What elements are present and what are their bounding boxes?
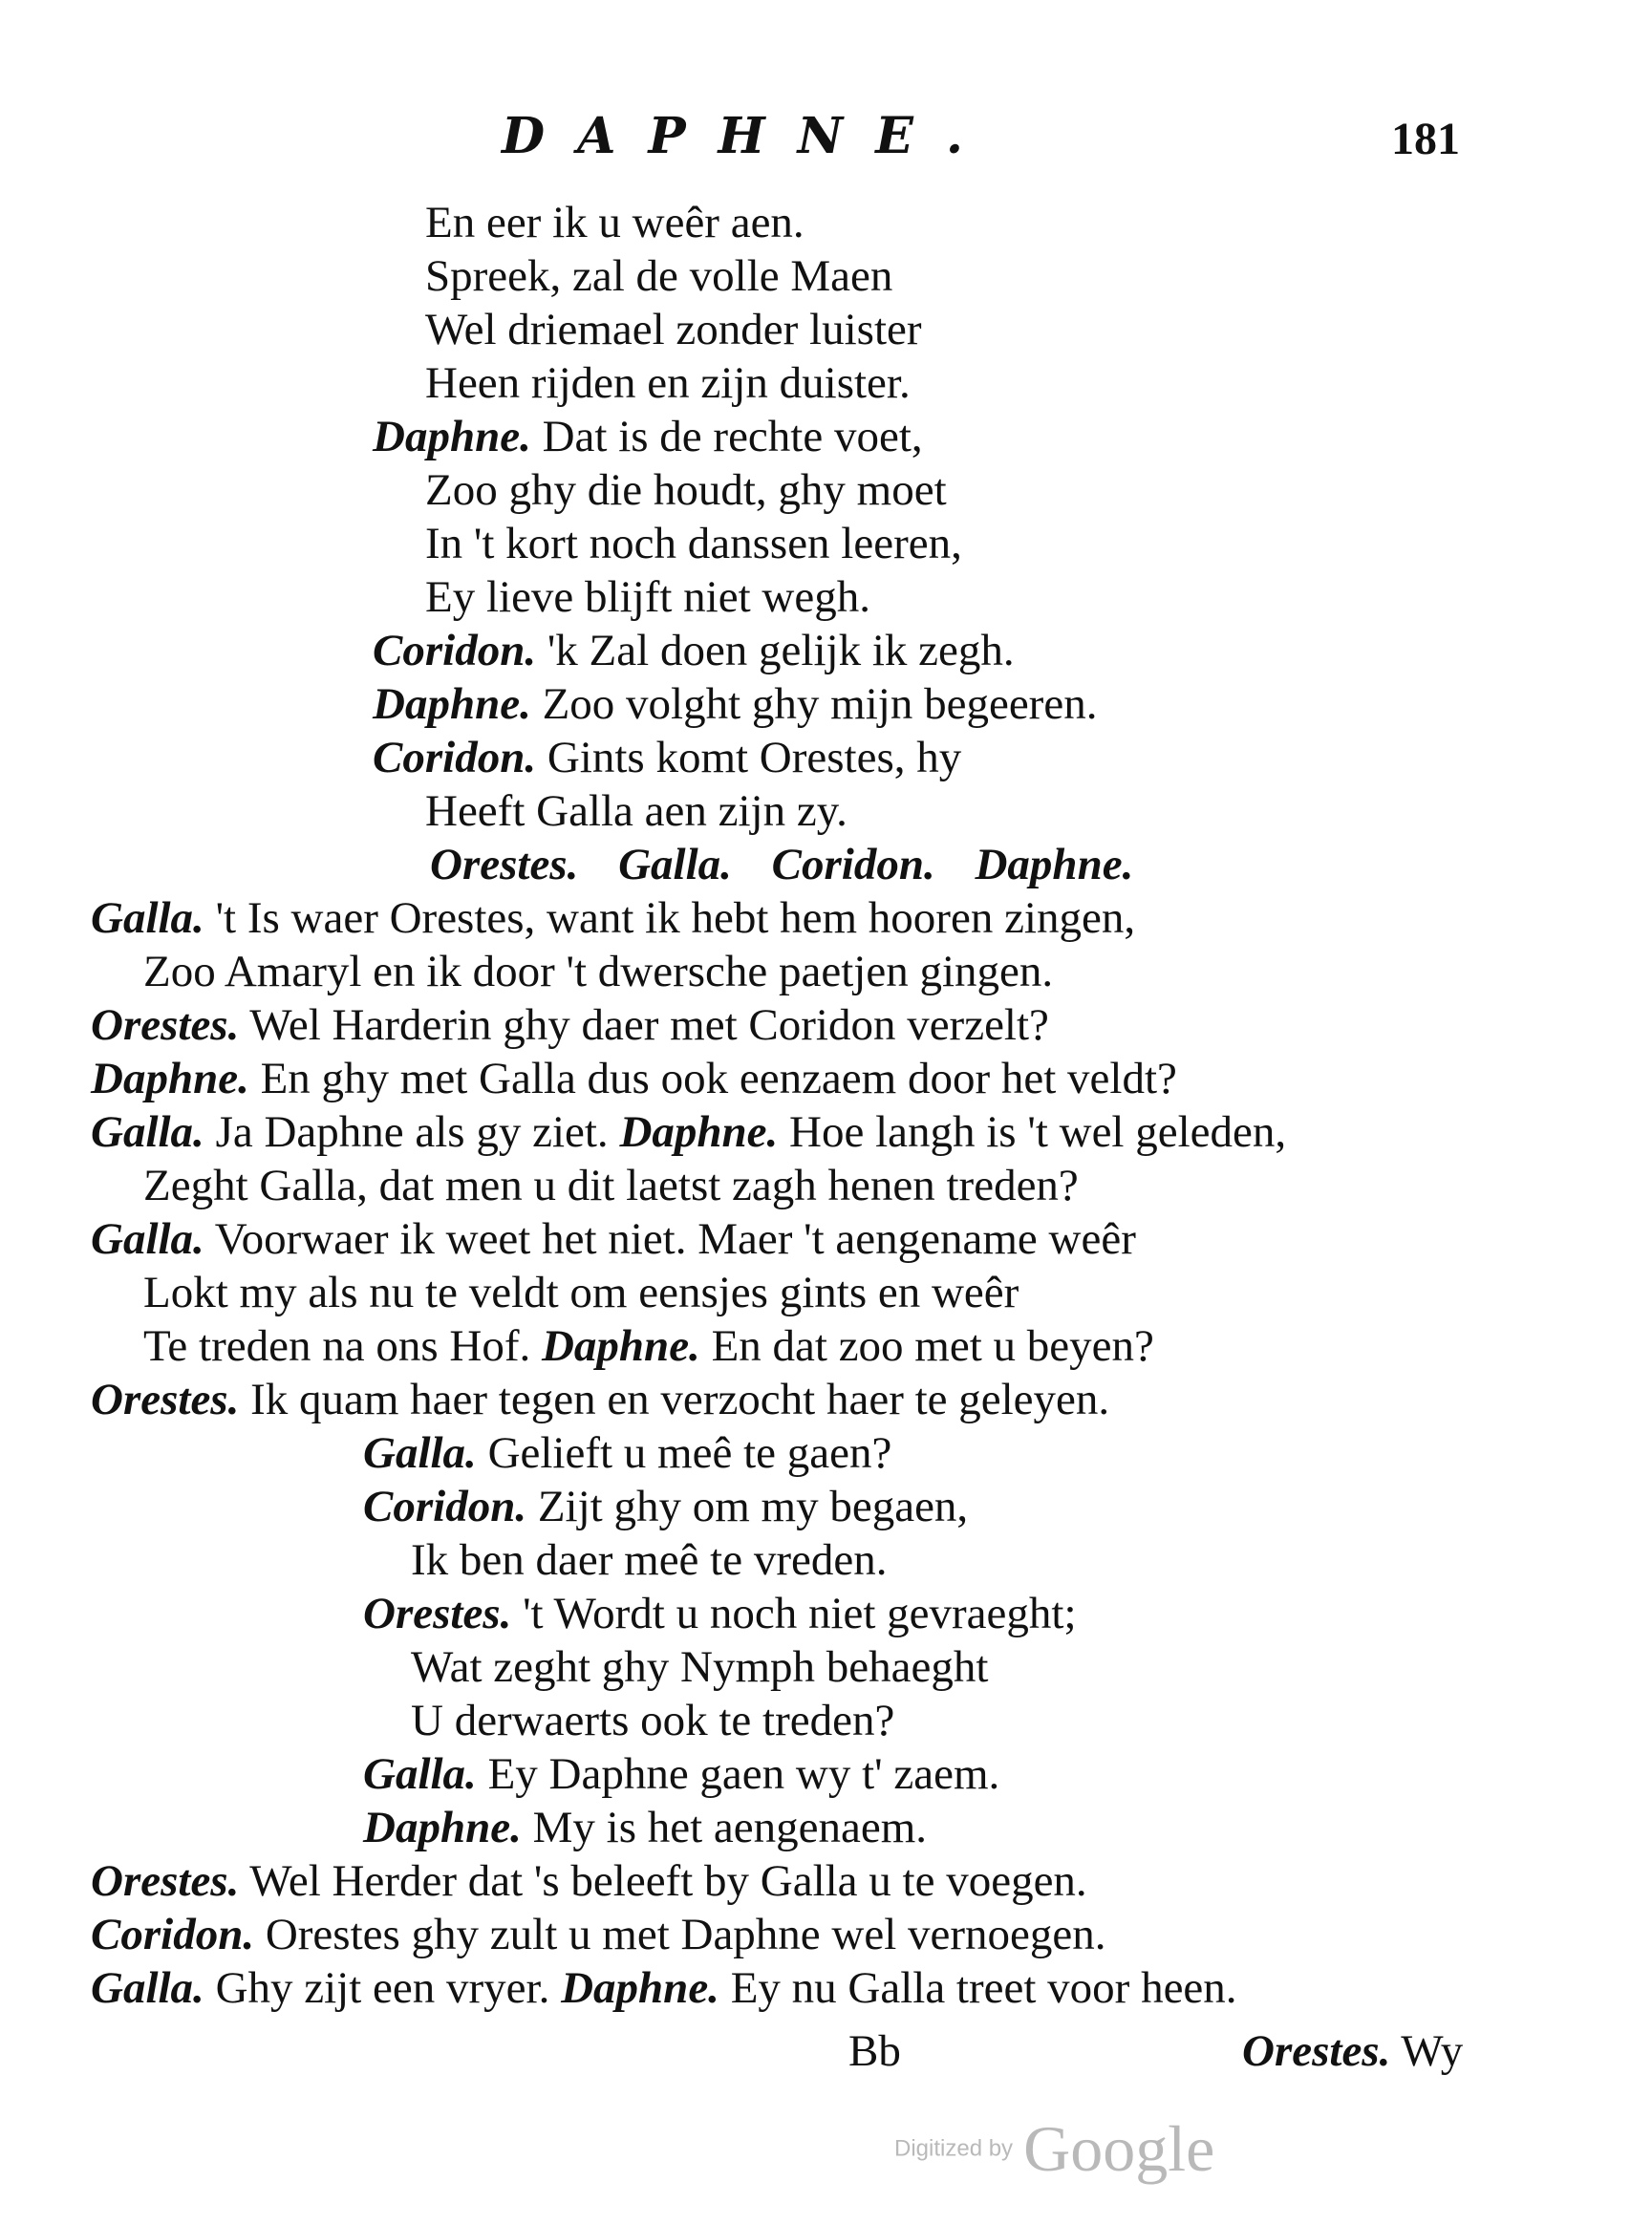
verse-line: Orestes. Wel Harderin ghy daer met Coridon verzelt? xyxy=(91,1000,1049,1050)
verse-line: Orestes. Ik quam haer tegen en verzocht haer te geleyen. xyxy=(91,1375,1110,1424)
verse-line: Wat zeght ghy Nymph behaeght xyxy=(411,1642,989,1692)
verse-line: In 't kort noch danssen leeren, xyxy=(425,519,962,568)
speaker-label: Daphne. xyxy=(91,1054,249,1103)
verse-line: Ey lieve blijft niet wegh. xyxy=(425,572,870,622)
digitization-watermark xyxy=(894,2111,1214,2187)
speaker-label: Coridon. xyxy=(373,626,537,675)
verse-line: Coridon. Zijt ghy om my begaen, xyxy=(363,1482,969,1531)
verse-line: Ik ben daer meê te vreden. xyxy=(411,1535,888,1585)
speaker-label: Orestes. xyxy=(91,1375,240,1424)
page-number: 181 xyxy=(1391,114,1460,164)
verse-line: Galla. Gelieft u meê te gaen? xyxy=(363,1428,892,1478)
verse-line: Zeght Galla, dat men u dit laetst zagh henen treden? xyxy=(143,1161,1079,1210)
verse-line: U derwaerts ook te treden? xyxy=(411,1696,895,1745)
speaker-label: Daphne. xyxy=(373,679,531,729)
page-header xyxy=(0,107,1652,174)
speaker-label: Orestes. xyxy=(1242,2026,1391,2076)
verse-line: Galla. Ey Daphne gaen wy t' zaem. xyxy=(363,1749,1000,1799)
verse-line: Galla. 't Is waer Orestes, want ik hebt hem hooren zingen, xyxy=(91,893,1136,943)
verse-line: Lokt my als nu te veldt om eensjes gints en weêr xyxy=(143,1268,1019,1317)
verse-line: Heen rijden en zijn duister. xyxy=(425,358,911,408)
speaker-label: Orestes. xyxy=(91,1856,240,1906)
watermark-prefix: Digitized by xyxy=(894,2135,1014,2162)
speaker-label: Coridon. xyxy=(91,1910,255,1959)
speaker-label: Coridon. xyxy=(363,1482,527,1531)
verse-line: Heeft Galla aen zijn zy. xyxy=(425,786,847,836)
verse-line: Daphne. My is het aengenaem. xyxy=(363,1803,928,1852)
verse-line: Galla. Ja Daphne als gy ziet. Daphne. Hoe langh is 't wel geleden, xyxy=(91,1107,1287,1157)
verse-line: Coridon. Orestes ghy zult u met Daphne wel vernoegen. xyxy=(91,1910,1106,1959)
speaker-label: Galla. xyxy=(91,1963,204,2013)
speaker-label: Galla. xyxy=(91,1214,204,1264)
verse-line: Spreek, zal de volle Maen xyxy=(425,251,893,301)
verse-line: Galla. Ghy zijt een vryer. Daphne. Ey nu Galla treet voor heen. xyxy=(91,1963,1237,2013)
running-title: DAPHNE. xyxy=(502,107,996,165)
verse-line: En eer ik u weêr aen. xyxy=(425,198,805,247)
verse-line: Zoo Amaryl en ik door 't dwersche paetjen gingen. xyxy=(143,947,1054,996)
speaker-label: Coridon. xyxy=(373,733,537,782)
speaker-label: Orestes. xyxy=(91,1000,240,1050)
speaker-label: Galla. xyxy=(91,1107,204,1157)
speaker-label: Galla. xyxy=(363,1428,477,1478)
speaker-label: Orestes. xyxy=(363,1589,512,1638)
signature-mark: Bb xyxy=(848,2026,901,2076)
verse-line: Te treden na ons Hof. Daphne. En dat zoo met u beyen? xyxy=(143,1321,1154,1371)
verse-line: Daphne. Zoo volght ghy mijn begeeren. xyxy=(373,679,1098,729)
speaker-label: Galla. xyxy=(91,893,204,943)
verse-line: Daphne. En ghy met Galla dus ook eenzaem door het veldt? xyxy=(91,1054,1177,1103)
speaker-label: Daphne. xyxy=(363,1803,522,1852)
verse-line: Coridon. Gints komt Orestes, hy xyxy=(373,733,962,782)
catchword: Orestes. Wy xyxy=(1242,2026,1464,2076)
verse-line: Wel driemael zonder luister xyxy=(425,305,922,354)
speaker-label: Daphne. xyxy=(561,1963,719,2013)
speaker-label: Daphne. xyxy=(619,1107,779,1157)
page-footer xyxy=(0,2025,1652,2092)
verse-line: Orestes. Wel Herder dat 's beleeft by Galla u te voegen. xyxy=(91,1856,1087,1906)
verse-line: Orestes. 't Wordt u noch niet gevraeght; xyxy=(363,1589,1077,1638)
verse-line: Daphne. Dat is de rechte voet, xyxy=(373,412,923,461)
verse-line: Coridon. 'k Zal doen gelijk ik zegh. xyxy=(373,626,1015,675)
verse-line: Galla. Voorwaer ik weet het niet. Maer 't aengename weêr xyxy=(91,1214,1136,1264)
cast-list: Orestes. Galla. Coridon. Daphne. xyxy=(430,840,1134,889)
speaker-label: Daphne. xyxy=(373,412,531,461)
verse-line: Zoo ghy die houdt, ghy moet xyxy=(425,465,947,515)
speaker-label: Galla. xyxy=(363,1749,477,1799)
speaker-label: Daphne. xyxy=(541,1321,700,1371)
google-logo: Google xyxy=(1023,2112,1215,2185)
